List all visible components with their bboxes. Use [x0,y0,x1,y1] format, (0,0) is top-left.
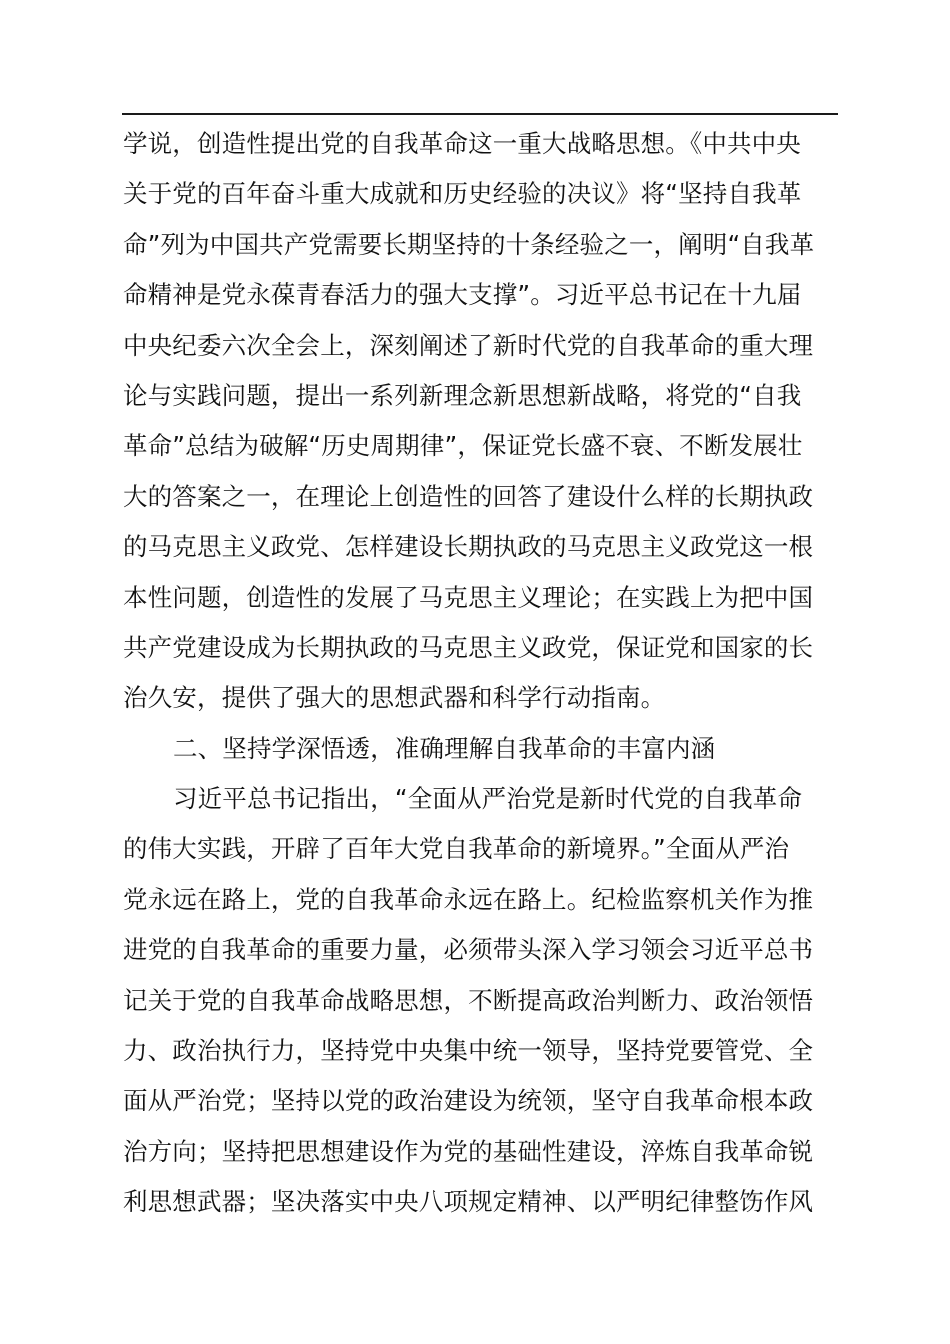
header-rule [122,113,838,115]
text-line: 论与实践问题，提出一系列新理念新思想新战略，将党的“自我 [123,380,802,410]
text-line: 革命”总结为破解“历史周期律”，保证党长盛不衰、不断发展壮 [123,431,803,461]
text-line: 力、政治执行力，坚持党中央集中统一领导，坚持党要管党、全 [123,1036,814,1066]
text-line: 共产党建设成为长期执政的马克思主义政党，保证党和国家的长 [123,632,814,662]
text-line: 命”列为中国共产党需要长期坚持的十条经验之一，阐明“自我革 [123,229,815,259]
text-line: 关于党的百年奋斗重大成就和历史经验的决议》将“坚持自我革 [123,179,802,209]
text-line: 面从严治党；坚持以党的政治建设为统领，坚守自我革命根本政 [123,1086,814,1116]
text-line: 治久安，提供了强大的思想武器和科学行动指南。 [123,683,666,713]
text-line: 中央纪委六次全会上，深刻阐述了新时代党的自我革命的重大理 [123,330,814,360]
text-line: 命精神是党永葆青春活力的强大支撑”。习近平总书记在十九届 [123,280,802,310]
text-line: 记关于党的自我革命战略思想，不断提高政治判断力、政治领悟 [123,985,814,1015]
text-line: 利思想武器；坚决落实中央八项规定精神、以严明纪律整饬作风 [123,1187,814,1217]
text-line: 党永远在路上，党的自我革命永远在路上。纪检监察机关作为推 [123,884,814,914]
text-line: 本性问题，创造性的发展了马克思主义理论；在实践上为把中国 [123,582,814,612]
text-line: 进党的自我革命的重要力量，必须带头深入学习领会习近平总书 [123,935,814,965]
paragraph-first-line: 习近平总书记指出，“全面从严治党是新时代党的自我革命 [173,784,803,814]
text-line: 的伟大实践，开辟了百年大党自我革命的新境界。”全面从严治 [123,834,790,864]
text-line: 大的答案之一，在理论上创造性的回答了建设什么样的长期执政 [123,481,814,511]
section-heading: 二、坚持学深悟透，准确理解自我革命的丰富内涵 [173,733,716,763]
text-line: 的马克思主义政党、怎样建设长期执政的马克思主义政党这一根 [123,532,814,562]
text-line: 治方向；坚持把思想建设作为党的基础性建设，淬炼自我革命锐 [123,1136,814,1166]
text-line: 学说，创造性提出党的自我革命这一重大战略思想。《中共中央 [123,129,801,158]
body-text [123,119,841,1228]
